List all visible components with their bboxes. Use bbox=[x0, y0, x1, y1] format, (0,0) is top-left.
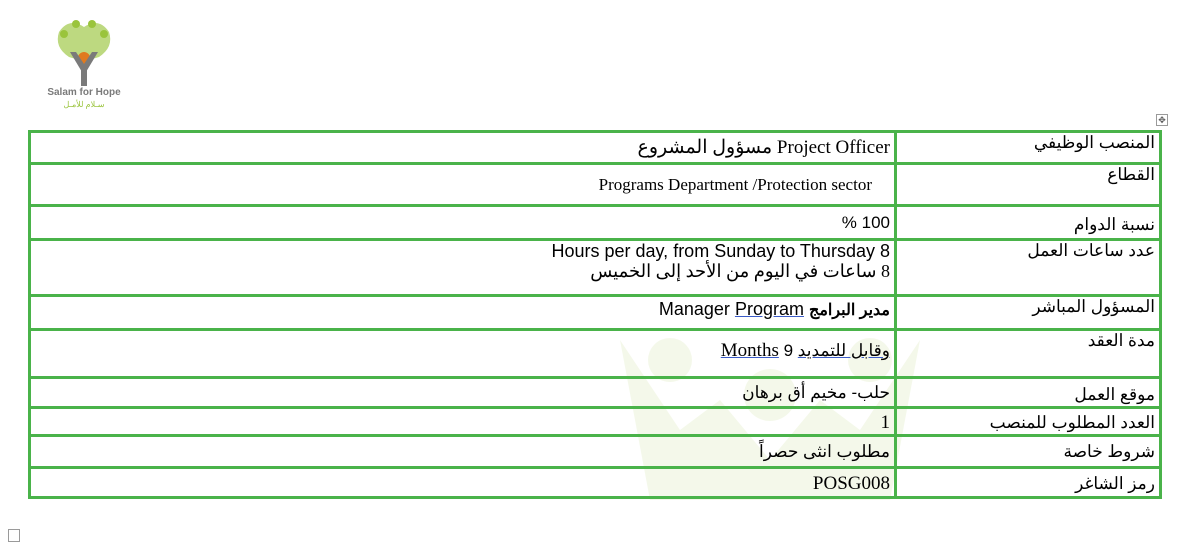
row-label-position: المنصب الوظيفي bbox=[896, 132, 1161, 164]
paragraph-end-marker bbox=[8, 529, 20, 542]
job-details-table bbox=[28, 130, 1162, 499]
row-label-code: رمز الشاغر bbox=[896, 468, 1161, 498]
row-value-position: Project Officer مسؤول المشروع bbox=[30, 132, 896, 164]
row-value-code: POSG008 bbox=[30, 468, 896, 498]
duration-arabic: وقابل للتمديد bbox=[797, 341, 890, 360]
table-row bbox=[30, 240, 1161, 296]
row-value-count: 1 bbox=[30, 408, 896, 436]
table-row bbox=[30, 330, 1161, 378]
table-row bbox=[30, 436, 1161, 468]
row-label-hours: عدد ساعات العمل bbox=[896, 240, 1161, 296]
table-row bbox=[30, 468, 1161, 498]
row-value-attendance: 100 % bbox=[30, 206, 896, 240]
row-value-supervisor bbox=[30, 296, 896, 330]
row-value-sector: Programs Department /Protection sector bbox=[30, 164, 896, 206]
table-row bbox=[30, 378, 1161, 408]
table-row bbox=[30, 132, 1161, 164]
logo-name: Salam for Hope bbox=[47, 87, 121, 98]
row-label-count: العدد المطلوب للمنصب bbox=[896, 408, 1161, 436]
logo-arabic-name: سـلام للأمـل bbox=[63, 100, 105, 109]
row-label-sector: القطاع bbox=[896, 164, 1161, 206]
row-label-location: موقع العمل bbox=[896, 378, 1161, 408]
duration-months: Months bbox=[720, 340, 779, 361]
supervisor-english-1: Manager bbox=[658, 299, 730, 319]
row-label-conditions: شروط خاصة bbox=[896, 436, 1161, 468]
row-label-duration: مدة العقد bbox=[896, 330, 1161, 378]
table-move-handle-icon[interactable]: ✥ bbox=[1156, 114, 1168, 126]
table-row bbox=[30, 296, 1161, 330]
hours-arabic: 8 ساعات في اليوم من الأحد إلى الخميس bbox=[590, 261, 890, 281]
table-row bbox=[30, 408, 1161, 436]
duration-number: 9 bbox=[783, 341, 794, 360]
table-row bbox=[30, 164, 1161, 206]
row-label-attendance: نسبة الدوام bbox=[896, 206, 1161, 240]
row-value-hours bbox=[30, 240, 896, 296]
row-value-duration bbox=[30, 330, 896, 378]
row-value-conditions: مطلوب انثى حصراً bbox=[30, 436, 896, 468]
table-row bbox=[30, 206, 1161, 240]
hours-english: 8 Hours per day, from Sunday to Thursday bbox=[551, 241, 890, 261]
row-value-location: حلب- مخيم أق برهان bbox=[30, 378, 896, 408]
row-label-supervisor: المسؤول المباشر bbox=[896, 296, 1161, 330]
supervisor-english-2: Program bbox=[734, 299, 804, 319]
supervisor-arabic: مدير البرامج bbox=[808, 302, 890, 319]
